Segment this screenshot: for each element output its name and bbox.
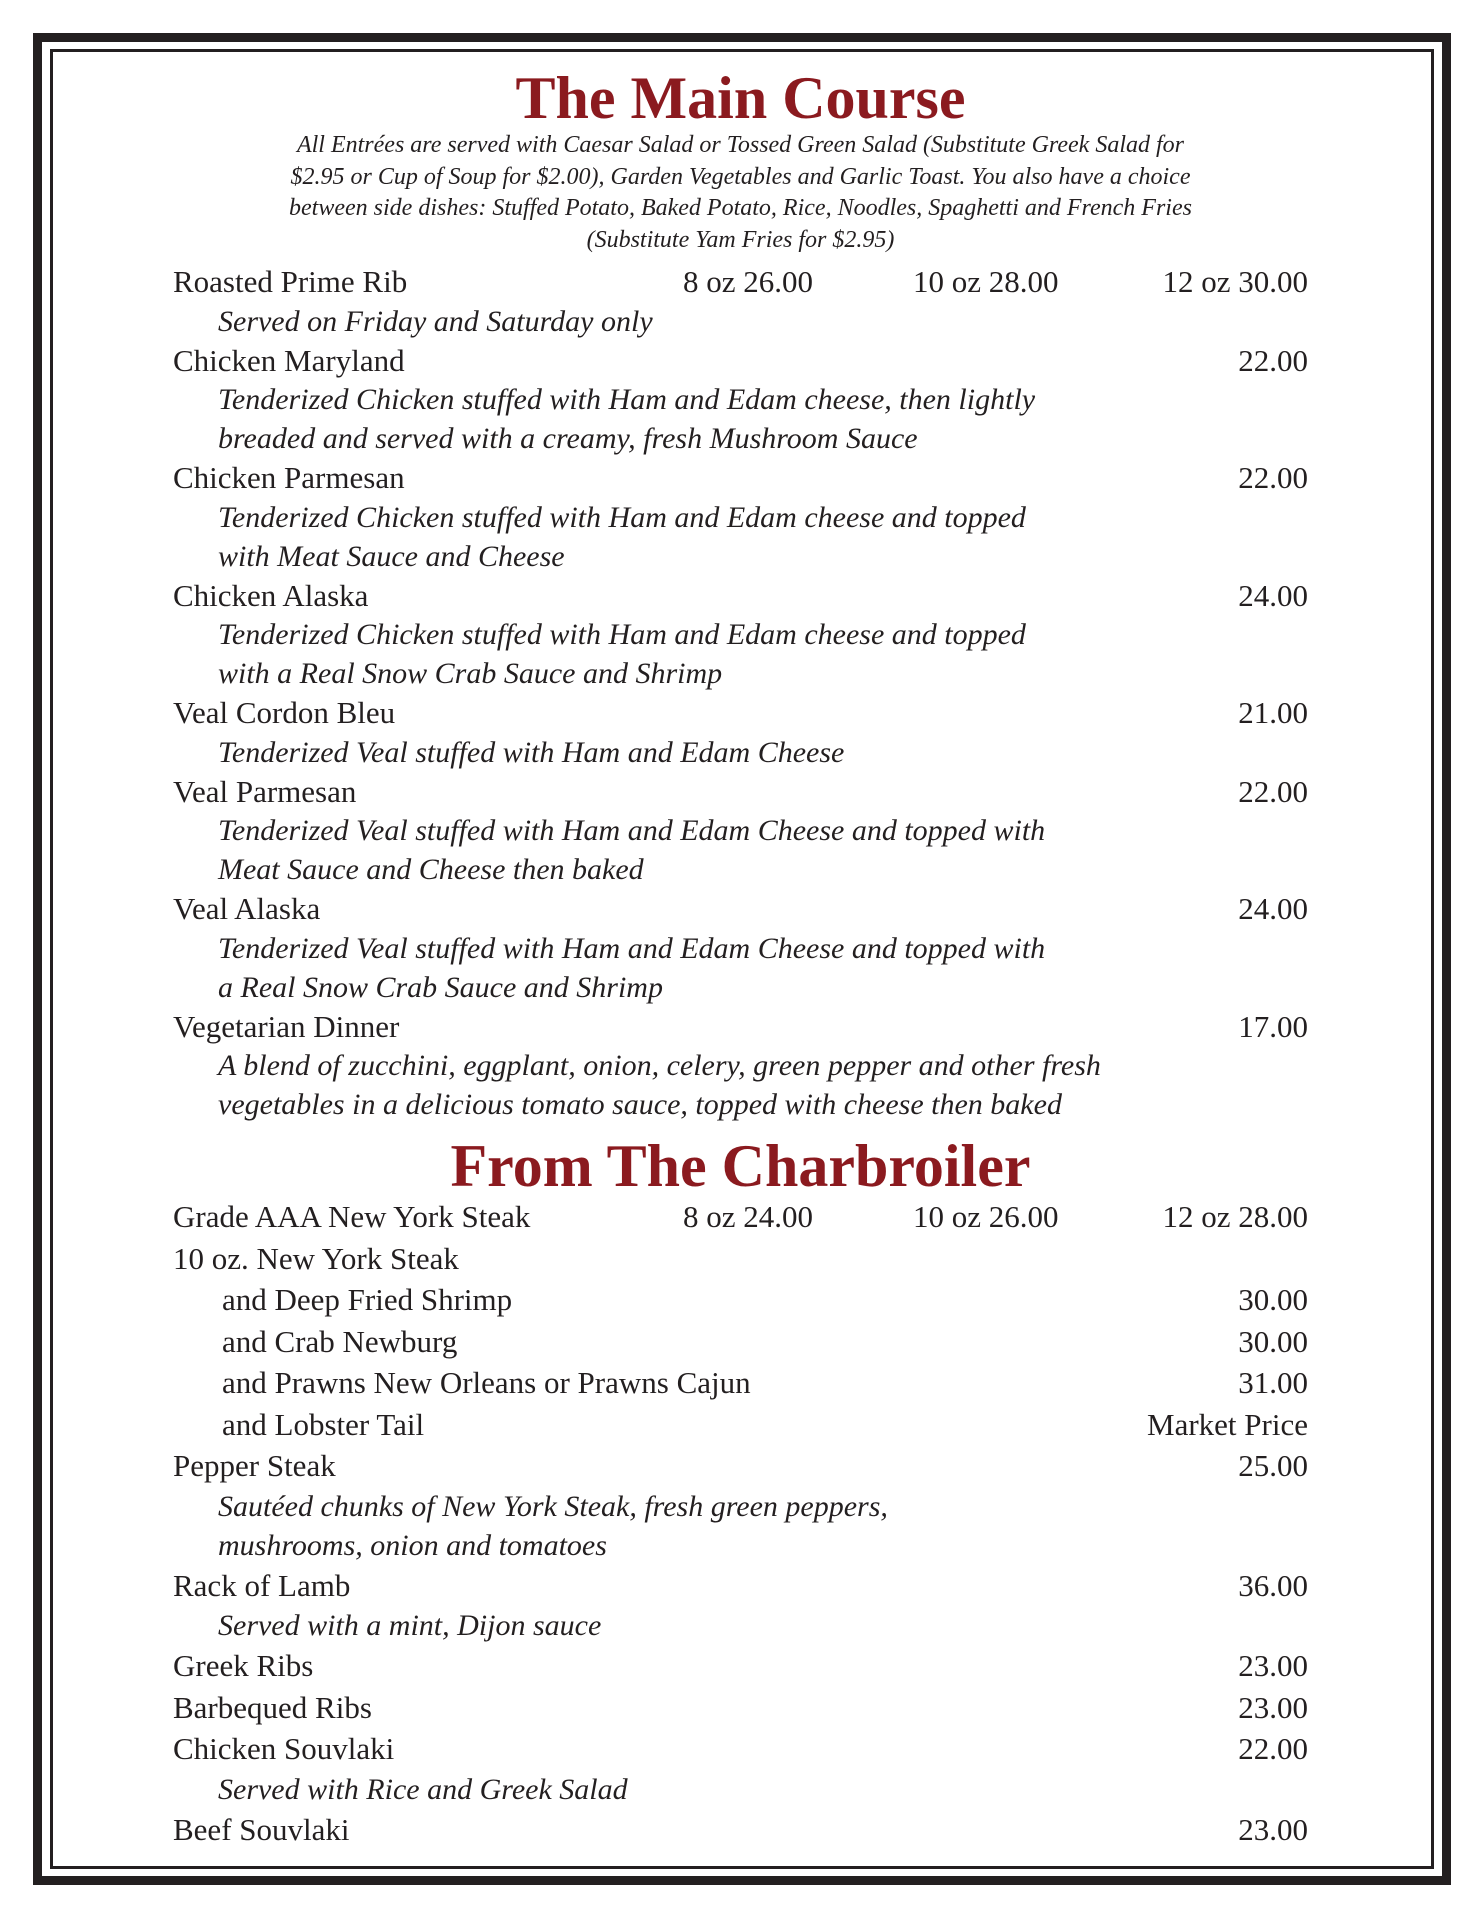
menu-item xyxy=(173,772,1308,812)
item-description: with a Real Snow Crab Sauce and Shrimp xyxy=(218,657,723,690)
item-description: Tenderized Chicken stuffed with Ham and Edam cheese and topped xyxy=(218,618,1026,651)
item-size-price: 12 oz 30.00 xyxy=(1162,264,1308,299)
item-name: Roasted Prime Rib xyxy=(173,264,408,299)
item-description: Served on Friday and Saturday only xyxy=(218,304,653,338)
item-price: 22.00 xyxy=(1238,773,1308,809)
intro-line: $2.95 or Cup of Soup for $2.00), Garden Vegetables and Garlic Toast. You also have a choice xyxy=(290,163,1191,190)
item-description: Tenderized Veal stuffed with Ham and Edam Cheese and topped with xyxy=(218,814,1046,847)
item-name: and Prawns New Orleans or Prawns Cajun xyxy=(222,1365,751,1400)
item-size-price: 10 oz 26.00 xyxy=(913,1199,1059,1234)
item-description: Served with a mint, Dijon sauce xyxy=(218,1609,602,1642)
item-name: and Lobster Tail xyxy=(222,1406,425,1442)
item-description: Tenderized Chicken stuffed with Ham and Edam cheese and topped xyxy=(218,500,1026,534)
item-description: Tenderized Chicken stuffed with Ham and Edam cheese, then lightly xyxy=(218,383,1036,416)
item-size-price: 8 oz 26.00 xyxy=(683,264,814,299)
combo-item xyxy=(173,1279,1308,1321)
item-name: Chicken Souvlaki xyxy=(173,1731,395,1766)
item-price: 22.00 xyxy=(1238,342,1308,378)
item-size-price: 12 oz 28.00 xyxy=(1162,1199,1308,1234)
intro-line: All Entrées are served with Caesar Salad or Tossed Green Salad (Substitute Greek Salad for xyxy=(296,132,1185,158)
menu-item-prime-rib xyxy=(173,262,1308,302)
intro-line: between side dishes: Stuffed Potato, Baked Potato, Rice, Noodles, Spaghetti and French Fries xyxy=(289,195,1192,221)
item-name: Veal Cordon Bleu xyxy=(173,695,396,730)
combo-item xyxy=(173,1404,1308,1446)
item-name: 10 oz. New York Steak xyxy=(173,1240,459,1276)
item-size-price: 10 oz 28.00 xyxy=(913,264,1059,299)
item-name: and Deep Fried Shrimp xyxy=(222,1282,513,1317)
item-price: 23.00 xyxy=(1238,1689,1308,1725)
combo-item xyxy=(173,1362,1308,1404)
menu-page xyxy=(173,66,1308,1850)
item-name: Veal Alaska xyxy=(173,891,321,926)
menu-item-ny-steak xyxy=(173,1196,1308,1238)
item-price: 30.00 xyxy=(1238,1323,1308,1359)
charbroiler-title: From The Charbroiler xyxy=(450,1133,1031,1199)
menu-item xyxy=(173,1687,1308,1729)
menu-item xyxy=(173,1645,1308,1687)
menu-item xyxy=(173,576,1308,616)
item-price: 36.00 xyxy=(1238,1567,1308,1603)
main-course-intro xyxy=(173,130,1308,256)
item-description: breaded and served with a creamy, fresh Mushroom Sauce xyxy=(218,422,918,455)
item-description: A blend of zucchini, eggplant, onion, celery, green pepper and other fresh xyxy=(218,1049,1101,1082)
item-price: 24.00 xyxy=(1238,891,1308,926)
item-price: 31.00 xyxy=(1238,1365,1308,1400)
item-price: 22.00 xyxy=(1238,1731,1308,1766)
menu-item xyxy=(173,458,1308,498)
item-name: Chicken Alaska xyxy=(173,577,369,613)
menu-item xyxy=(173,693,1308,733)
main-course-title: The Main Course xyxy=(515,65,966,131)
item-name: Pepper Steak xyxy=(173,1448,336,1483)
item-description: with Meat Sauce and Cheese xyxy=(218,539,565,573)
menu-item xyxy=(173,1728,1308,1770)
item-description: Tenderized Veal stuffed with Ham and Edam Cheese xyxy=(218,735,845,769)
item-description: vegetables in a delicious tomato sauce, topped with cheese then baked xyxy=(218,1088,1062,1121)
item-price: 21.00 xyxy=(1238,695,1308,730)
item-description: mushrooms, onion and tomatoes xyxy=(218,1528,607,1562)
item-price: 23.00 xyxy=(1238,1648,1308,1683)
menu-item xyxy=(173,1007,1308,1047)
item-name: Veal Parmesan xyxy=(173,773,357,809)
item-price: 22.00 xyxy=(1238,460,1308,495)
menu-item xyxy=(173,341,1308,381)
menu-item xyxy=(173,889,1308,929)
item-description: a Real Snow Crab Sauce and Shrimp xyxy=(218,970,663,1004)
item-name: Chicken Maryland xyxy=(173,342,405,378)
item-price: 23.00 xyxy=(1238,1811,1308,1847)
item-price: 17.00 xyxy=(1238,1008,1308,1044)
item-name: Chicken Parmesan xyxy=(173,460,405,495)
item-description: Sautéed chunks of New York Steak, fresh green peppers, xyxy=(218,1489,888,1523)
menu-item xyxy=(173,1445,1308,1487)
combo-item xyxy=(173,1321,1308,1363)
combo-header xyxy=(173,1238,1308,1280)
menu-item xyxy=(173,1809,1308,1851)
intro-line: (Substitute Yam Fries for $2.95) xyxy=(586,226,895,253)
item-name: Barbequed Ribs xyxy=(173,1689,372,1725)
item-size-price: 8 oz 24.00 xyxy=(683,1199,814,1234)
item-name: Rack of Lamb xyxy=(173,1567,351,1603)
menu-item xyxy=(173,1565,1308,1607)
item-price: Market Price xyxy=(1147,1406,1308,1442)
item-price: 25.00 xyxy=(1238,1448,1308,1483)
item-price: 24.00 xyxy=(1238,577,1308,613)
item-price: 30.00 xyxy=(1238,1282,1308,1317)
item-description: Served with Rice and Greek Salad xyxy=(218,1772,628,1806)
item-description: Tenderized Veal stuffed with Ham and Edam Cheese and topped with xyxy=(218,931,1046,965)
item-name: Greek Ribs xyxy=(173,1648,314,1683)
item-description: Meat Sauce and Cheese then baked xyxy=(218,853,644,886)
item-name: and Crab Newburg xyxy=(222,1323,458,1359)
item-name: Beef Souvlaki xyxy=(173,1811,350,1847)
item-name: Vegetarian Dinner xyxy=(173,1008,400,1044)
item-name: Grade AAA New York Steak xyxy=(173,1199,531,1234)
